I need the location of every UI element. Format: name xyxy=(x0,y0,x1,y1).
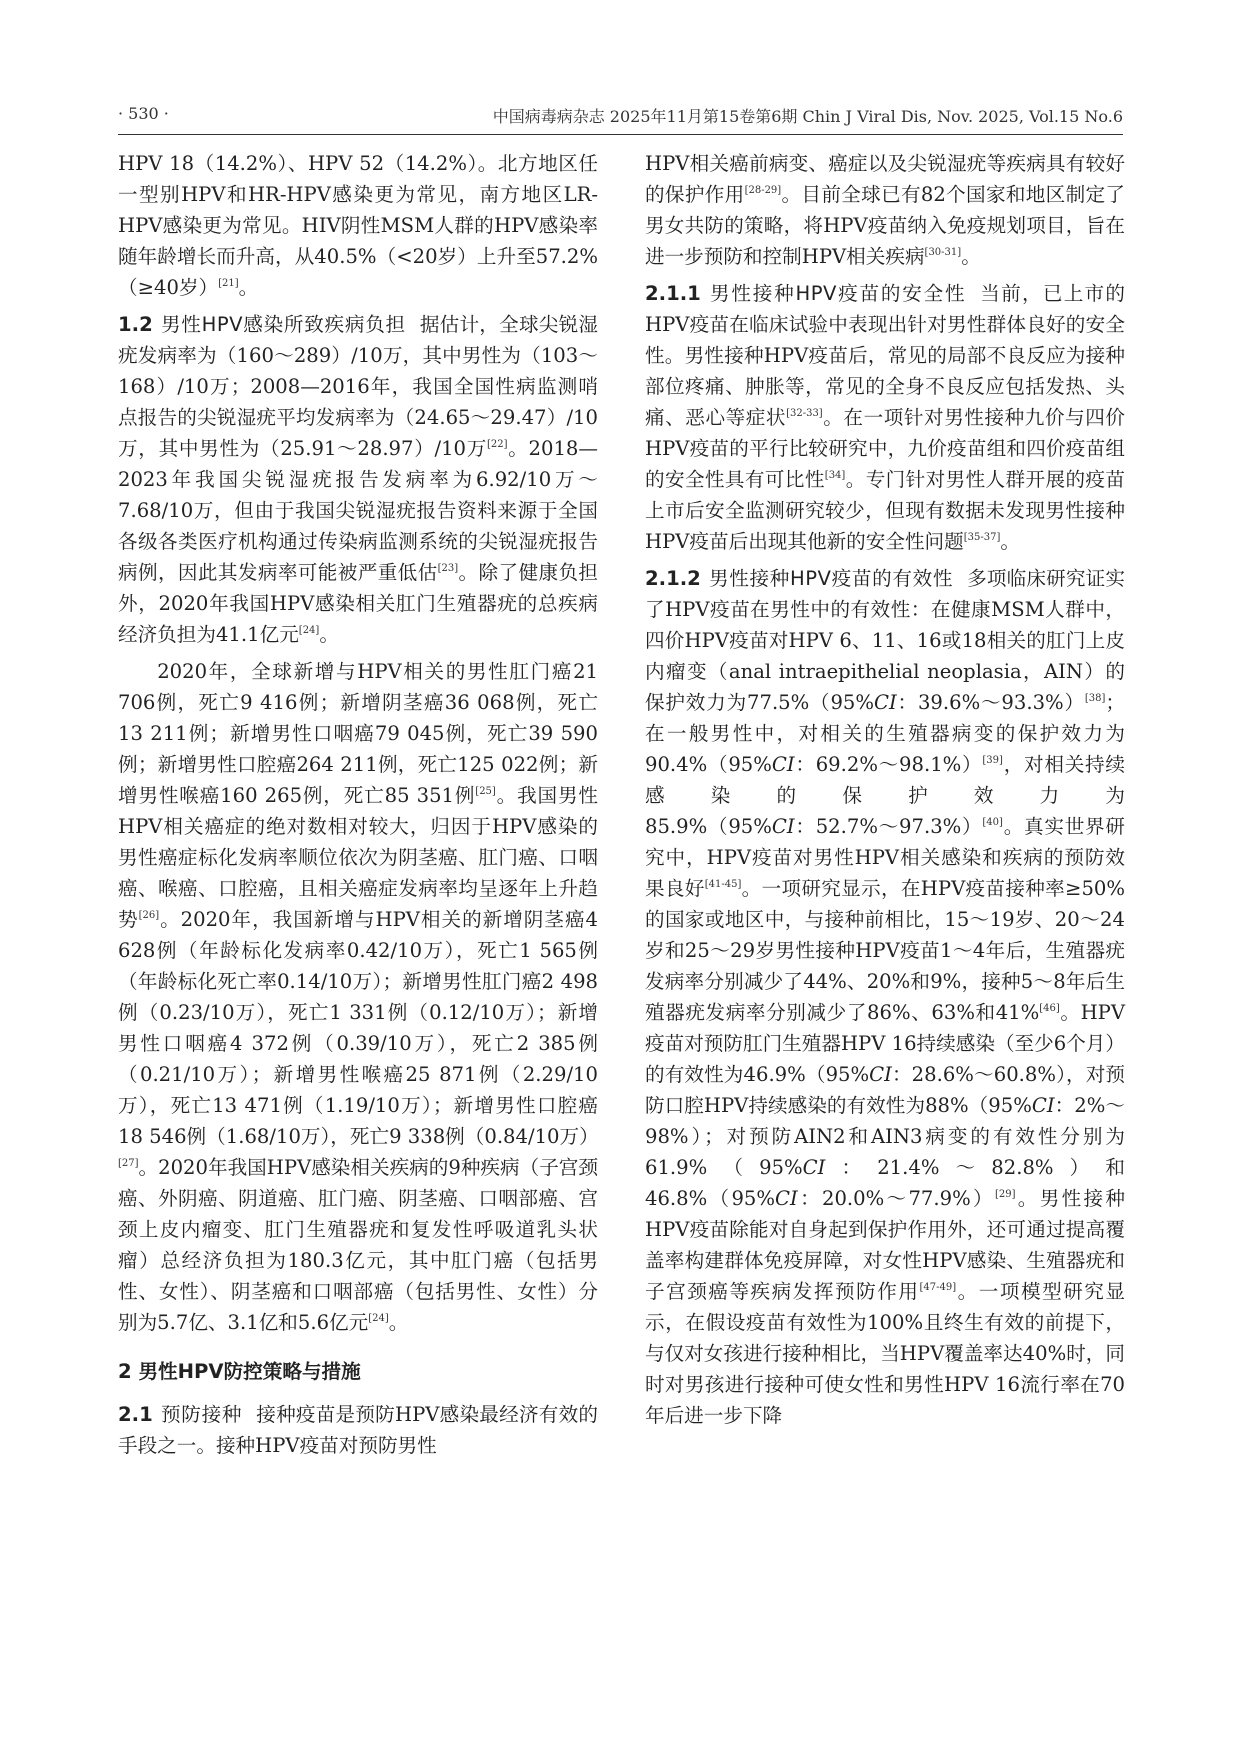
left-column xyxy=(118,148,598,1461)
section-heading: 2 男性HPV防控策略与措施 xyxy=(118,1360,361,1383)
citation: [46] xyxy=(1039,1003,1060,1014)
section-heading: 预防接种 xyxy=(160,1403,243,1426)
citation: [24] xyxy=(368,1313,389,1324)
section-number: 2.1.1 xyxy=(645,282,701,305)
section-number: 2.1.2 xyxy=(645,567,701,590)
paragraph: 2.1.2 男性接种HPV疫苗的有效性 多项临床研究证实了HPV疫苗在男性中的有效性：在健康MSM人群中，四价HPV疫苗对HPV 6、11、16或18相关的肛门上皮内瘤变（anal intraepithelial neoplasia，AIN）的保护效力为77.5%（95%CI：39.6%～93.3%）[38]；在一般男性中，对相关的生殖器病变的保护效力为90.4%（95%CI：69.2%～98.1%）[39]，对相关持续感染的保护效力为85.9%（95%CI：52.7%～97.3%）[40]。真实世界研究中，HPV疫苗对男性HPV相关感染和疾病的预防效果良好[41-45]。一项研究显示，在HPV疫苗接种率≥50%的国家或地区中，与接种前相比，15～19岁、20～24岁和25～29岁男性接种HPV疫苗1～4年后，生殖器疣发病率分别减少了44%、20%和9%，接种5～8年后生殖器疣发病率分别减少了86%、63%和41%[46]。HPV疫苗对预防肛门生殖器HPV 16持续感染（至少6个月）的有效性为46.9%（95%CI：28.6%～60.8%），对预防口腔HPV持续感染的有效性为88%（95%CI：2%～98%）；对预防AIN2和AIN3病变的有效性分别为61.9%（95%CI：21.4%～82.8%）和46.8%（95%CI：20.0%～77.9%）[29]。男性接种HPV疫苗除能对自身起到保护作用外，还可通过提高覆盖率构建群体免疫屏障，对女性HPV感染、生殖器疣和子宫颈癌等疾病发挥预防作用[47-49]。一项模型研究显示，在假设疫苗有效性为100%且终生有效的前提下，与仅对女孩进行接种相比，当HPV覆盖率达40%时，同时对男孩进行接种可使女性和男性HPV 16流行率在70年后进一步下降 xyxy=(645,567,1126,1427)
running-header xyxy=(118,100,1123,135)
paragraph: 2.1.1 男性接种HPV疫苗的安全性 当前，已上市的HPV疫苗在临床试验中表现出针对男性群体良好的安全性。男性接种HPV疫苗后，常见的局部不良反应为接种部位疼痛、肿胀等，常见的全身不良反应包括发热、头痛、恶心等症状[32-33]。在一项针对男性接种九价与四价HPV疫苗的平行比较研究中，九价疫苗组和四价疫苗组的安全性具有可比性[34]。专门针对男性人群开展的疫苗上市后安全监测研究较少，但现有数据未发现男性接种HPV疫苗后出现其他新的安全性问题[35-37]。 xyxy=(645,282,1126,553)
section-number: 2.1 xyxy=(118,1403,153,1426)
citation: [29] xyxy=(994,1189,1016,1200)
paragraph: 1.2 男性HPV感染所致疾病负担 据估计，全球尖锐湿疣发病率为（160～289）/10万，其中男性为（103～168）/10万；2008—2016年，我国全国性病监测哨点报告的尖锐湿疣平均发病率为（24.65～29.47）/10万，其中男性为（25.91～28.97）/10万[22]。2018—2023年我国尖锐湿疣报告发病率为6.92/10万～7.68/10万，但由于我国尖锐湿疣报告资料来源于全国各级各类医疗机构通过传染病监测系统的尖锐湿疣报告病例，因此其发病率可能被严重低估[23]。除了健康负担外，2020年我国HPV感染相关肛门生殖器疣的总疾病经济负担为41.1亿元[24]。 xyxy=(118,313,599,646)
section-heading: 男性接种HPV疫苗的安全性 xyxy=(708,282,967,305)
citation: [38] xyxy=(1084,693,1106,704)
citation: [39] xyxy=(982,755,1003,766)
citation: [23] xyxy=(437,563,459,574)
citation: [25] xyxy=(475,786,496,797)
citation: [24] xyxy=(298,625,320,636)
section-number: 1.2 xyxy=(118,313,153,336)
citation: [40] xyxy=(982,817,1003,828)
citation: [27] xyxy=(118,1158,139,1169)
paragraph: 2020年，全球新增与HPV相关的男性肛门癌21 706例，死亡9 416例；新增阴茎癌36 068例，死亡13 211例；新增男性口咽癌79 045例，死亡39 590例；新增男性口腔癌264 211例，死亡125 022例；新增男性喉癌160 265例，死亡85 351例[25]。我国男性HPV相关癌症的绝对数相对较大，归因于HPV感染的男性癌症标化发病率顺位依次为阴茎癌、肛门癌、口咽癌、喉癌、口腔癌，且相关癌症发病率均呈逐年上升趋势[26]。2020年，我国新增与HPV相关的新增阴茎癌4 628例（年龄标化发病率0.42/10万），死亡1 565例（年龄标化死亡率0.14/10万）；新增男性肛门癌2 498例（0.23/10万），死亡1 331例（0.12/10万）；新增男性口咽癌4 372例（0.39/10万），死亡2 385例（0.21/10万）；新增男性喉癌25 871例（2.29/10万），死亡13 471例（1.19/10万）；新增男性口腔癌18 546例（1.68/10万），死亡9 338例（0.84/10万）[27]。2020年我国HPV感染相关疾病的9种疾病（子宫颈癌、外阴癌、阴道癌、肛门癌、阴茎癌、口咽部癌、宫颈上皮内瘤变、肛门生殖器疣和复发性呼吸道乳头状瘤）总经济负担为180.3亿元，其中肛门癌（包括男性、女性）、阴茎癌和口咽部癌（包括男性、女性）分别为5.7亿、3.1亿和5.6亿元[24]。 xyxy=(118,660,599,1334)
paragraph: HPV 18（14.2%）、HPV 52（14.2%）。北方地区任一型别HPV和HR-HPV感染更为常见，南方地区LR-HPV感染更为常见。HIV阴性MSM人群的HPV感染率随年龄增长而升高，从40.5%（<20岁）上升至57.2%（≥40岁）[21]。 xyxy=(118,152,598,299)
citation: [32-33] xyxy=(786,408,823,419)
paragraph: HPV相关癌前病变、癌症以及尖锐湿疣等疾病具有较好的保护作用[28-29]。目前全球已有82个国家和地区制定了男女共防的策略，将HPV疫苗纳入免疫规划项目，旨在进一步预防和控制HPV相关疾病[30-31]。 xyxy=(645,152,1126,268)
citation: [28-29] xyxy=(744,185,782,196)
citation: [41-45] xyxy=(704,879,742,890)
journal-citation: 中国病毒病杂志 2025年11月第15卷第6期 Chin J Viral Dis, Nov. 2025, Vol.15 No.6 xyxy=(492,107,1123,126)
citation: [21] xyxy=(218,278,239,289)
right-column xyxy=(645,148,1125,1431)
citation: [47-49] xyxy=(919,1282,957,1293)
citation: [35-37] xyxy=(963,532,1001,543)
citation: [34] xyxy=(824,470,846,481)
citation: [22] xyxy=(487,439,508,450)
citation: [26] xyxy=(138,910,160,921)
citation: [30-31] xyxy=(924,247,962,258)
section-heading: 男性接种HPV疫苗的有效性 xyxy=(708,567,954,590)
page-number: · 530 · xyxy=(118,104,169,123)
paragraph: 2.1 预防接种 接种疫苗是预防HPV感染最经济有效的手段之一。接种HPV疫苗对预防男性 xyxy=(118,1403,599,1457)
section-heading: 男性HPV感染所致疾病负担 xyxy=(160,313,406,336)
